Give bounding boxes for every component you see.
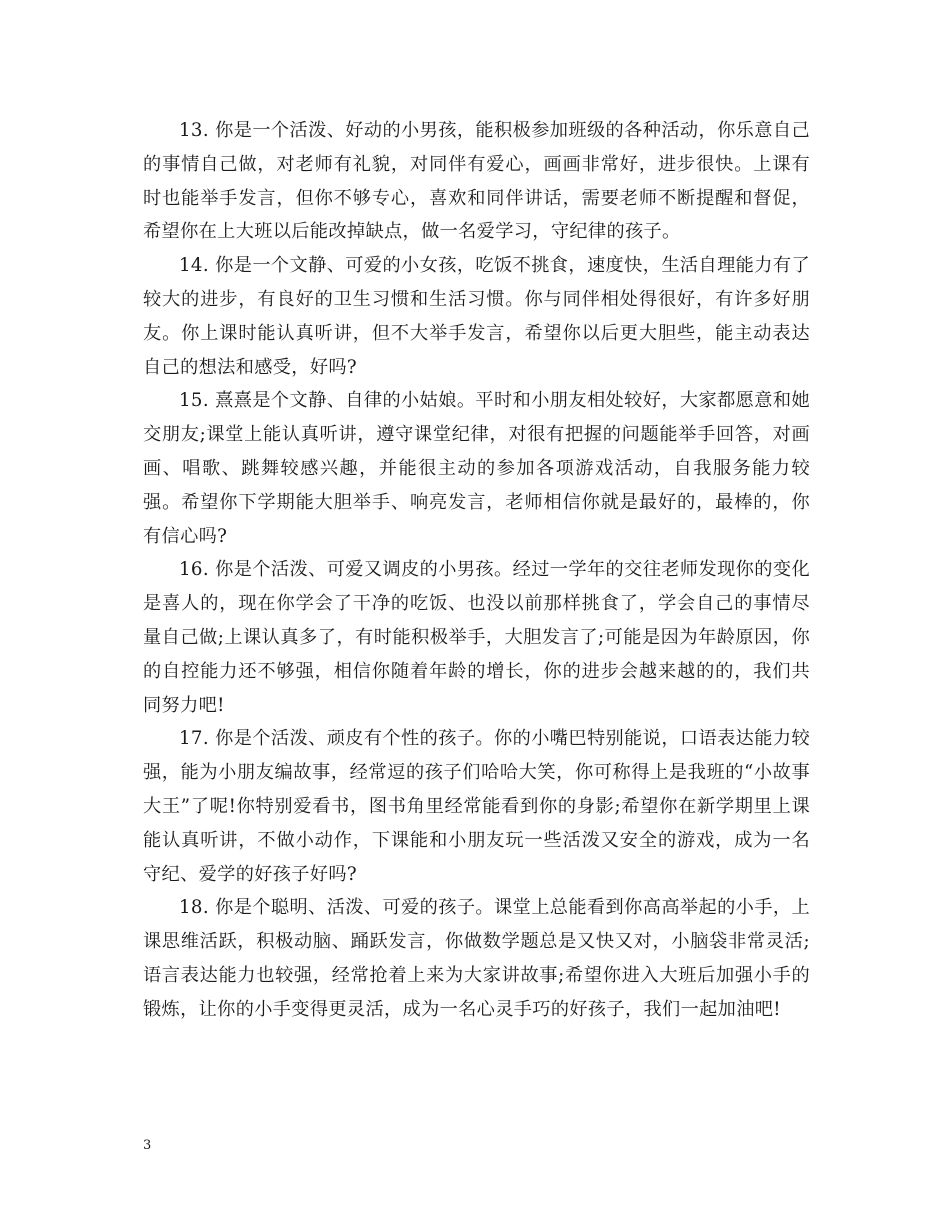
document-body (143, 114, 810, 1027)
paragraph-15: 15. 熹熹是个文静、自律的小姑娘。平时和小朋友相处较好，大家都愿意和她交朋友;课堂上能认真听讲，遵守课堂纪律，对很有把握的问题能举手回答，对画画、唱歌、跳舞较感兴趣，并能很主动的参加各项游戏活动，自我服务能力较强。希望你下学期能大胆举手、响亮发言，老师相信你就是最好的，最棒的，你有信心吗? (143, 390, 810, 547)
paragraph-13: 13. 你是一个活泼、好动的小男孩，能积极参加班级的各种活动，你乐意自己的事情自己做，对老师有礼貌，对同伴有爱心，画画非常好，进步很快。上课有时也能举手发言，但你不够专心，喜欢和同伴讲话，需要老师不断提醒和督促，希望你在上大班以后能改掉缺点，做一名爱学习，守纪律的孩子。 (143, 120, 810, 243)
page-number: 3 (143, 1138, 152, 1153)
paragraph-18: 18. 你是个聪明、活泼、可爱的孩子。课堂上总能看到你高高举起的小手，上课思维活跃，积极动脑、踊跃发言，你做数学题总是又快又对，小脑袋非常灵活;语言表达能力也较强，经常抢着上来为大家讲故事;希望你进入大班后加强小手的锻炼，让你的小手变得更灵活，成为一名心灵手巧的好孩子，我们一起加油吧! (143, 897, 810, 1020)
paragraph-16: 16. 你是个活泼、可爱又调皮的小男孩。经过一学年的交往老师发现你的变化是喜人的，现在你学会了干净的吃饭、也没以前那样挑食了，学会自己的事情尽量自己做;上课认真多了，有时能积极举手，大胆发言了;可能是因为年龄原因，你的自控能力还不够强，相信你随着年龄的增长，你的进步会越来越的的，我们共同努力吧! (143, 559, 810, 716)
paragraph-17: 17. 你是个活泼、顽皮有个性的孩子。你的小嘴巴特别能说，口语表达能力较强，能为小朋友编故事，经常逗的孩子们哈哈大笑，你可称得上是我班的“小故事大王”了呢!你特别爱看书，图书角里经常能看到你的身影;希望你在新学期里上课能认真听讲，不做小动作，下课能和小朋友玩一些活泼又安全的游戏，成为一名守纪、爱学的好孩子好吗? (143, 728, 810, 885)
paragraph-14: 14. 你是一个文静、可爱的小女孩，吃饭不挑食，速度快，生活自理能力有了较大的进步，有良好的卫生习惯和生活习惯。你与同伴相处得很好，有许多好朋友。你上课时能认真听讲，但不大举手发言，希望你以后更大胆些，能主动表达自己的想法和感受，好吗? (143, 255, 810, 378)
